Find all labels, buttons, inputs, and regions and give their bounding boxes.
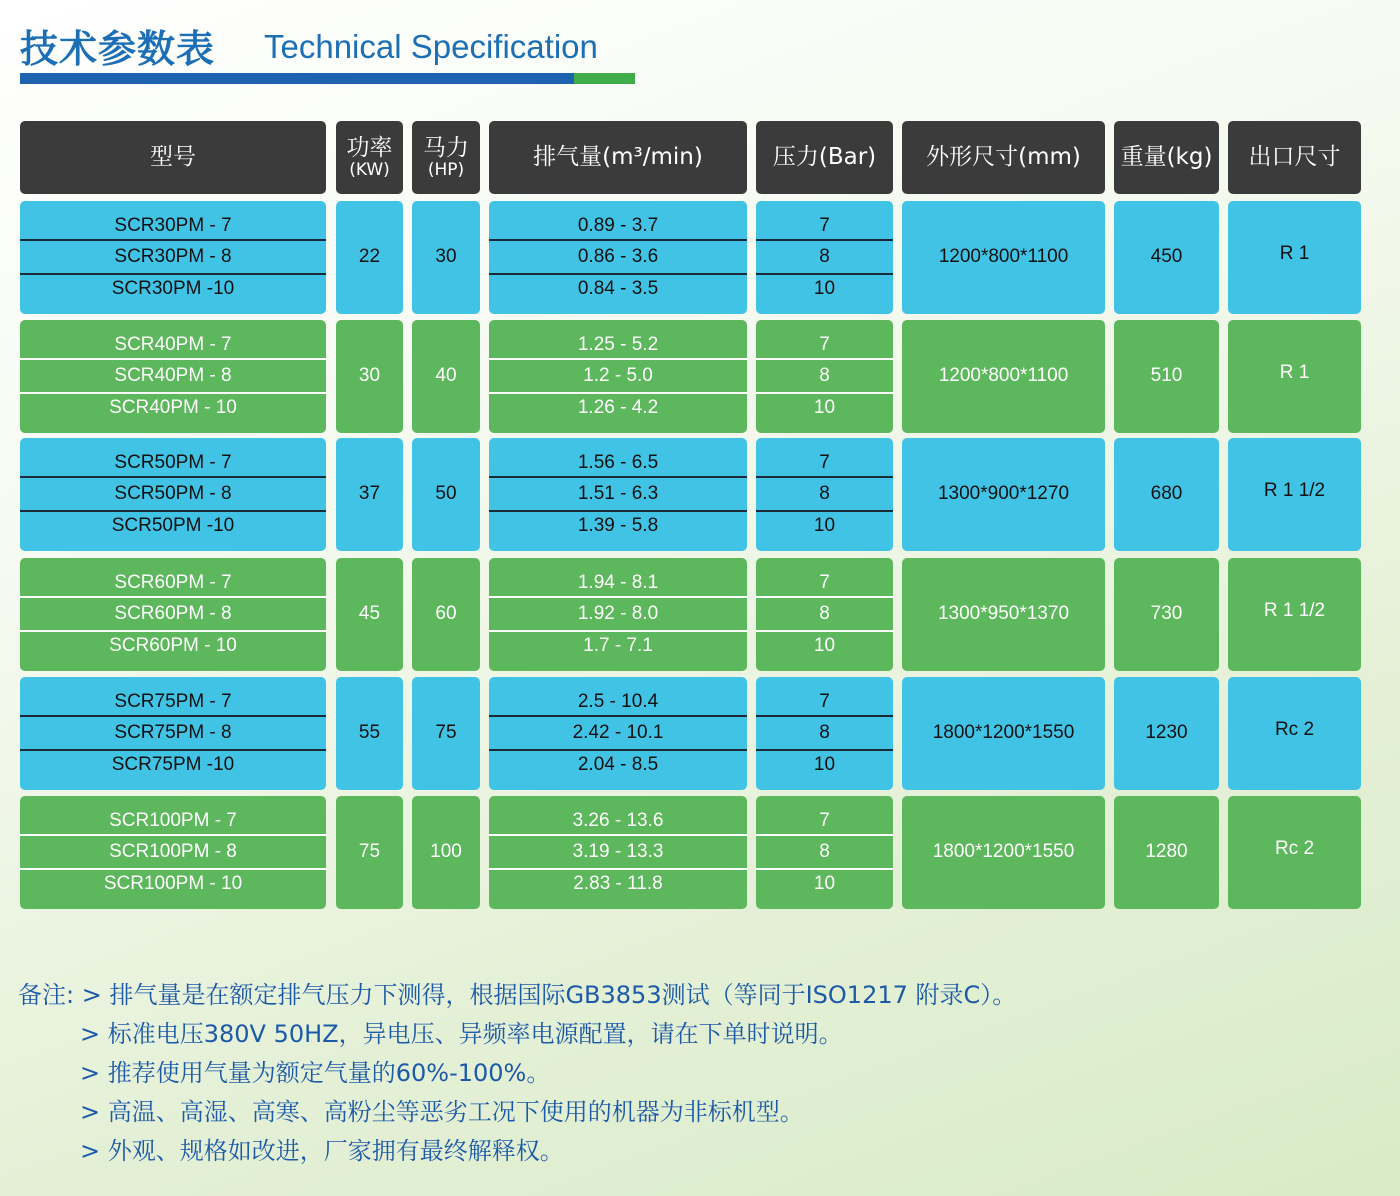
outlet-cell xyxy=(1228,677,1361,790)
row-divider xyxy=(20,392,326,394)
row-divider xyxy=(489,749,747,751)
pressure-value: 10 xyxy=(813,397,836,418)
header-power xyxy=(336,121,403,194)
flow-value: 0.84 - 3.5 xyxy=(577,278,659,299)
power-value: 45 xyxy=(358,603,381,624)
flow-value: 1.39 - 5.8 xyxy=(577,515,659,536)
dimensions-value: 1200*800*1100 xyxy=(938,365,1069,386)
flow-cell xyxy=(489,558,747,671)
pressure-cell xyxy=(756,320,893,433)
note-line: > 标准电压380V 50HZ，异电压、异频率电源配置，请在下单时说明。 xyxy=(80,1020,843,1048)
horsepower-cell xyxy=(412,558,480,671)
dimensions-value: 1200*800*1100 xyxy=(938,246,1069,267)
power-cell xyxy=(336,796,403,909)
horsepower-cell xyxy=(412,320,480,433)
flow-value: 1.92 - 8.0 xyxy=(577,603,659,624)
row-divider xyxy=(756,868,893,870)
flow-value: 1.94 - 8.1 xyxy=(577,572,659,593)
flow-value: 1.51 - 6.3 xyxy=(577,483,659,504)
weight-value: 730 xyxy=(1150,603,1183,624)
header-weight xyxy=(1114,121,1219,194)
pressure-value: 8 xyxy=(819,603,830,624)
power-cell xyxy=(336,677,403,790)
header-unit: (KW) xyxy=(349,159,390,180)
row-divider xyxy=(20,715,326,717)
weight-value: 1230 xyxy=(1145,722,1188,743)
row-divider xyxy=(20,358,326,360)
pressure-value: 7 xyxy=(819,452,830,473)
header-pressure xyxy=(756,121,893,194)
power-value: 75 xyxy=(358,841,381,862)
header-label: 压力(Bar) xyxy=(772,144,877,170)
model-name: SCR75PM -10 xyxy=(111,754,235,775)
outlet-cell xyxy=(1228,558,1361,671)
row-divider xyxy=(20,239,326,241)
row-divider xyxy=(756,273,893,275)
header-label: 型号 xyxy=(150,144,196,170)
row-divider xyxy=(20,273,326,275)
header-label: 外形尺寸(mm) xyxy=(926,144,1081,170)
row-divider xyxy=(20,834,326,836)
header-label: 马力 xyxy=(423,134,469,161)
pressure-value: 10 xyxy=(813,278,836,299)
model-name: SCR60PM - 10 xyxy=(109,635,237,656)
pressure-value: 10 xyxy=(813,754,836,775)
pressure-value: 7 xyxy=(819,215,830,236)
model-cell xyxy=(20,677,326,790)
horsepower-value: 75 xyxy=(435,722,457,743)
header-outlet xyxy=(1228,121,1361,194)
pressure-cell xyxy=(756,677,893,790)
pressure-cell xyxy=(756,201,893,314)
title-chinese: 技术参数表 xyxy=(20,27,216,71)
power-cell xyxy=(336,320,403,433)
note-line: > 推荐使用气量为额定气量的60%-100%。 xyxy=(80,1059,551,1087)
row-divider xyxy=(756,476,893,478)
row-divider xyxy=(756,630,893,632)
pressure-cell xyxy=(756,558,893,671)
outlet-cell xyxy=(1228,796,1361,909)
dimensions-cell xyxy=(902,796,1105,909)
model-name: SCR60PM - 7 xyxy=(114,572,232,593)
model-name: SCR75PM - 8 xyxy=(114,722,232,743)
dimensions-cell xyxy=(902,320,1105,433)
row-divider xyxy=(489,834,747,836)
model-name: SCR40PM - 7 xyxy=(114,334,232,355)
dimensions-cell xyxy=(902,558,1105,671)
flow-value: 2.04 - 8.5 xyxy=(577,754,659,775)
horsepower-cell xyxy=(412,677,480,790)
row-divider xyxy=(20,596,326,598)
weight-cell xyxy=(1114,438,1219,551)
header-flow xyxy=(489,121,747,194)
row-divider xyxy=(756,749,893,751)
horsepower-value: 60 xyxy=(435,603,457,624)
note-line: 备注: > 排气量是在额定排气压力下测得，根据国际GB3853测试（等同于ISO1217 附录C）。 xyxy=(18,981,1017,1009)
weight-value: 1280 xyxy=(1145,841,1188,862)
row-divider xyxy=(756,715,893,717)
dimensions-cell xyxy=(902,438,1105,551)
note-line: > 高温、高湿、高寒、高粉尘等恶劣工况下使用的机器为非标机型。 xyxy=(80,1098,804,1126)
horsepower-cell xyxy=(412,438,480,551)
dimensions-cell xyxy=(902,677,1105,790)
header-label: 出口尺寸 xyxy=(1248,144,1341,170)
row-divider xyxy=(489,239,747,241)
title-underline-blue xyxy=(20,73,574,84)
model-name: SCR100PM - 10 xyxy=(103,873,243,894)
model-name: SCR100PM - 7 xyxy=(109,810,237,831)
note-line: > 外观、规格如改进，厂家拥有最终解释权。 xyxy=(80,1137,564,1165)
flow-value: 2.83 - 11.8 xyxy=(573,873,663,894)
row-divider xyxy=(489,510,747,512)
outlet-cell xyxy=(1228,201,1361,314)
row-divider xyxy=(756,239,893,241)
flow-value: 0.86 - 3.6 xyxy=(577,246,659,267)
dimensions-value: 1800*1200*1550 xyxy=(932,722,1075,743)
power-value: 55 xyxy=(358,722,381,743)
row-divider xyxy=(756,358,893,360)
weight-cell xyxy=(1114,320,1219,433)
model-cell xyxy=(20,320,326,433)
flow-value: 1.26 - 4.2 xyxy=(577,397,659,418)
flow-cell xyxy=(489,677,747,790)
row-divider xyxy=(20,630,326,632)
row-divider xyxy=(489,358,747,360)
row-divider xyxy=(756,834,893,836)
flow-cell xyxy=(489,438,747,551)
pressure-cell xyxy=(756,438,893,551)
outlet-cell xyxy=(1228,320,1361,433)
power-value: 30 xyxy=(358,365,381,386)
pressure-value: 8 xyxy=(819,841,830,862)
row-divider xyxy=(756,596,893,598)
outlet-value: R 1 1/2 xyxy=(1263,480,1326,501)
row-divider xyxy=(20,749,326,751)
outlet-value: Rc 2 xyxy=(1274,838,1315,859)
weight-cell xyxy=(1114,558,1219,671)
model-name: SCR30PM - 8 xyxy=(114,246,232,267)
model-name: SCR60PM - 8 xyxy=(114,603,232,624)
weight-value: 680 xyxy=(1150,483,1183,504)
model-name: SCR50PM - 7 xyxy=(114,452,232,473)
horsepower-value: 100 xyxy=(430,841,462,862)
row-divider xyxy=(756,510,893,512)
model-name: SCR30PM - 7 xyxy=(114,215,232,236)
flow-value: 1.25 - 5.2 xyxy=(577,334,659,355)
dimensions-cell xyxy=(902,201,1105,314)
row-divider xyxy=(489,476,747,478)
pressure-value: 7 xyxy=(819,810,830,831)
model-cell xyxy=(20,201,326,314)
header-label: 功率 xyxy=(346,134,393,161)
model-name: SCR40PM - 8 xyxy=(114,365,232,386)
weight-value: 450 xyxy=(1150,246,1183,267)
flow-value: 1.2 - 5.0 xyxy=(583,365,653,386)
dimensions-value: 1300*900*1270 xyxy=(937,483,1070,504)
row-divider xyxy=(489,715,747,717)
dimensions-value: 1800*1200*1550 xyxy=(932,841,1075,862)
flow-cell xyxy=(489,320,747,433)
pressure-value: 7 xyxy=(819,691,830,712)
model-name: SCR40PM - 10 xyxy=(109,397,237,418)
header-label: 排气量(m³/min) xyxy=(533,144,703,170)
flow-cell xyxy=(489,201,747,314)
flow-value: 2.42 - 10.1 xyxy=(572,722,664,743)
horsepower-value: 40 xyxy=(435,365,457,386)
outlet-cell xyxy=(1228,438,1361,551)
title-english: Technical Specification xyxy=(264,28,598,65)
model-name: SCR30PM -10 xyxy=(111,278,235,299)
power-cell xyxy=(336,558,403,671)
horsepower-value: 30 xyxy=(435,246,457,267)
pressure-value: 7 xyxy=(819,572,830,593)
power-cell xyxy=(336,201,403,314)
horsepower-cell xyxy=(412,201,480,314)
flow-value: 2.5 - 10.4 xyxy=(577,691,659,712)
row-divider xyxy=(756,392,893,394)
row-divider xyxy=(489,630,747,632)
weight-cell xyxy=(1114,677,1219,790)
pressure-value: 10 xyxy=(813,515,836,536)
pressure-value: 8 xyxy=(819,246,830,267)
weight-value: 510 xyxy=(1150,365,1183,386)
power-cell xyxy=(336,438,403,551)
model-name: SCR50PM -10 xyxy=(111,515,235,536)
header-label: 重量(kg) xyxy=(1120,144,1213,170)
weight-cell xyxy=(1114,796,1219,909)
flow-value: 0.89 - 3.7 xyxy=(577,215,659,236)
model-cell xyxy=(20,438,326,551)
header-dimensions xyxy=(902,121,1105,194)
outlet-value: R 1 xyxy=(1279,362,1310,383)
flow-value: 3.26 - 13.6 xyxy=(572,810,664,831)
weight-cell xyxy=(1114,201,1219,314)
model-name: SCR50PM - 8 xyxy=(114,483,232,504)
model-cell xyxy=(20,796,326,909)
flow-value: 1.56 - 6.5 xyxy=(577,452,659,473)
flow-value: 3.19 - 13.3 xyxy=(572,841,664,862)
row-divider xyxy=(489,273,747,275)
horsepower-cell xyxy=(412,796,480,909)
pressure-value: 8 xyxy=(819,365,830,386)
flow-value: 1.7 - 7.1 xyxy=(583,635,653,656)
horsepower-value: 50 xyxy=(435,483,457,504)
pressure-value: 8 xyxy=(819,722,830,743)
dimensions-value: 1300*950*1370 xyxy=(937,603,1070,624)
row-divider xyxy=(489,868,747,870)
pressure-value: 10 xyxy=(813,873,836,894)
model-name: SCR75PM - 7 xyxy=(114,691,232,712)
header-horsepower xyxy=(412,121,480,194)
header-unit: (HP) xyxy=(427,159,465,180)
outlet-value: R 1 1/2 xyxy=(1263,600,1326,621)
model-name: SCR100PM - 8 xyxy=(109,841,237,862)
title-underline-green xyxy=(574,73,635,84)
power-value: 22 xyxy=(358,246,381,267)
power-value: 37 xyxy=(358,483,381,504)
pressure-value: 7 xyxy=(819,334,830,355)
pressure-value: 10 xyxy=(813,635,836,656)
pressure-value: 8 xyxy=(819,483,830,504)
outlet-value: Rc 2 xyxy=(1274,719,1315,740)
row-divider xyxy=(20,868,326,870)
pressure-cell xyxy=(756,796,893,909)
flow-cell xyxy=(489,796,747,909)
model-cell xyxy=(20,558,326,671)
outlet-value: R 1 xyxy=(1279,243,1310,264)
row-divider xyxy=(489,596,747,598)
row-divider xyxy=(489,392,747,394)
header-model xyxy=(20,121,326,194)
row-divider xyxy=(20,510,326,512)
row-divider xyxy=(20,476,326,478)
